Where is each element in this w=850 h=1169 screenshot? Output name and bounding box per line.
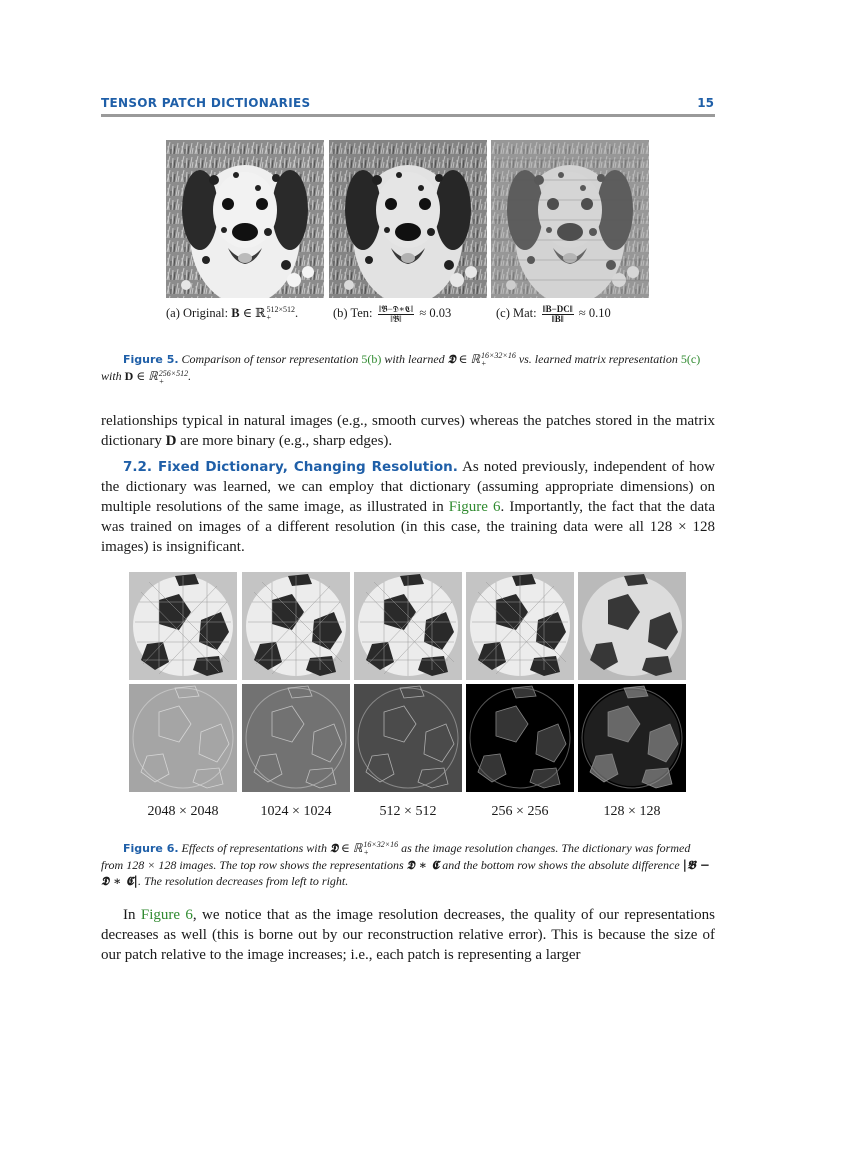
subcaption-a-end: . bbox=[295, 306, 299, 320]
figure6-caption-expr-1: 𝕯 ∗ 𝕮 bbox=[406, 858, 440, 873]
figure6-caption-sup-1: 16×32×16 bbox=[363, 840, 399, 850]
figure5-original-image bbox=[166, 140, 324, 298]
figure6-representation-256 bbox=[466, 572, 574, 680]
subcaption-a-symbol: B bbox=[231, 306, 240, 320]
figure5-caption-text-2: with learned bbox=[384, 352, 445, 366]
subcaption-b-value: ≈ 0.03 bbox=[419, 306, 452, 320]
header-rule bbox=[101, 114, 715, 117]
figure6-caption-sym-1: 𝕯 bbox=[329, 841, 338, 855]
figure6-caption-expr-2: |𝕭 − 𝕯 ∗ 𝕮| bbox=[101, 858, 710, 889]
figure5-caption-sub-1: + bbox=[481, 359, 487, 369]
figure5-label: Figure 5. bbox=[123, 353, 179, 366]
paragraph-continuation bbox=[101, 411, 715, 451]
figure5-caption-sub-2: + bbox=[158, 376, 165, 386]
figure5-caption-text-4: with bbox=[101, 369, 122, 384]
figure6-caption bbox=[101, 840, 715, 889]
figure6-caption-text-1: Effects of representations with bbox=[181, 841, 327, 855]
figure5-caption-set-2: ∈ ℝ bbox=[136, 369, 158, 384]
figure6-label: Figure 6. bbox=[123, 842, 179, 855]
subcaption-b-fraction bbox=[378, 305, 415, 324]
subcaption-a-prefix: (a) Original: bbox=[166, 306, 229, 320]
figure6-representation-128 bbox=[578, 572, 686, 680]
figure6-caption-supsub-1 bbox=[363, 841, 398, 857]
figure6-difference-1024 bbox=[242, 684, 350, 792]
figure6-difference-128 bbox=[578, 684, 686, 792]
final-paragraph bbox=[101, 905, 715, 965]
figure5-caption-sup-2: 256×512 bbox=[158, 368, 189, 378]
subcaption-c-prefix: (c) Mat: bbox=[496, 306, 537, 320]
subcaption-c-value: ≈ 0.10 bbox=[578, 306, 611, 320]
figure5-caption-supsub-2 bbox=[159, 370, 188, 386]
figure6-representation-2048 bbox=[129, 572, 237, 680]
figure5-tensor-image bbox=[329, 140, 487, 298]
subcaption-b bbox=[333, 304, 451, 324]
running-header: TENSOR PATCH DICTIONARIES bbox=[101, 96, 311, 110]
figure6-caption-sub-1: + bbox=[363, 848, 369, 858]
page-number: 15 bbox=[697, 96, 714, 110]
para2-text-2: . Importantly, the fact that the data was trained on images of a different resolution (in this case, the training data were all 128 × 128 images) is insignificant. bbox=[101, 499, 716, 555]
figure6-representation-1024 bbox=[242, 572, 350, 680]
subcaption-b-denominator: ‖𝕭‖ bbox=[390, 313, 402, 324]
subcaption-c-numerator: ‖B−DC‖ bbox=[542, 303, 573, 314]
section-7-2-paragraph bbox=[101, 457, 715, 557]
figure5-caption-supsub-1 bbox=[481, 352, 516, 368]
figure6-caption-set-1: ∈ ℝ bbox=[340, 841, 363, 855]
figure6-caption-text-4: . The resolution decreases from left to right. bbox=[137, 874, 349, 889]
subcaption-c-denominator: ‖B‖ bbox=[551, 313, 564, 324]
figure5-caption-set-1: ∈ ℝ bbox=[458, 352, 481, 366]
figure6-caption-text-2: as the image resolution changes. The dictionary was formed from 128 × 128 images. The top row shows the representations bbox=[101, 841, 691, 873]
figure6-difference-256 bbox=[466, 684, 574, 792]
subcaption-a-set: ∈ ℝ bbox=[242, 306, 266, 320]
resolution-label-1024: 1024 × 1024 bbox=[260, 804, 332, 819]
para3-text-1: In bbox=[123, 907, 136, 923]
resolution-label-512: 512 × 512 bbox=[379, 804, 437, 819]
figure5-caption-text-5: . bbox=[188, 369, 192, 384]
para1-text-2: are more binary (e.g., sharp edges). bbox=[180, 433, 393, 449]
figure5-ref-b[interactable]: 5(b) bbox=[361, 352, 382, 366]
resolution-label-256: 256 × 256 bbox=[491, 804, 549, 819]
para1-text-1: relationships typical in natural images (e.g., smooth curves) whereas the patches stored in the matrix dictionary bbox=[101, 413, 715, 449]
figure5-caption-text-1: Comparison of tensor representation bbox=[181, 352, 359, 366]
figure5-caption-sup-1: 16×32×16 bbox=[481, 351, 516, 361]
para3-text-2: , we notice that as the image resolution decreases, the quality of our representations decreases as well (this is borne out by our reconstruction relative error). This is because the size of our patch relative to the image increases; i.e., each patch is representing a larger bbox=[101, 907, 715, 963]
para1-symbol: D bbox=[165, 433, 177, 449]
figure6-representation-512 bbox=[354, 572, 462, 680]
figure5-ref-c[interactable]: 5(c) bbox=[680, 352, 701, 366]
figure5-caption-text-3: vs. learned matrix representation bbox=[518, 352, 678, 366]
figure6-difference-512 bbox=[354, 684, 462, 792]
subcaption-a bbox=[166, 304, 298, 322]
section-heading: 7.2. Fixed Dictionary, Changing Resolution. bbox=[123, 459, 458, 475]
resolution-label-2048: 2048 × 2048 bbox=[147, 804, 219, 819]
subcaption-a-sub: + bbox=[266, 313, 272, 323]
para2-figure6-link[interactable]: Figure 6 bbox=[448, 499, 501, 515]
subcaption-b-numerator: ‖𝕭−𝕯∗𝕮‖ bbox=[378, 303, 414, 314]
subcaption-a-supsub bbox=[266, 305, 299, 323]
figure6-difference-2048 bbox=[129, 684, 237, 792]
subcaption-c-fraction bbox=[542, 305, 574, 324]
figure5-caption bbox=[101, 351, 715, 386]
figure6-caption-text-3: and the bottom row shows the absolute difference bbox=[442, 858, 680, 873]
figure5-caption-sym-1: 𝕯 bbox=[447, 352, 456, 366]
subcaption-a-sup: 512×512 bbox=[266, 305, 296, 315]
para3-figure6-link[interactable]: Figure 6 bbox=[140, 907, 193, 923]
subcaption-b-prefix: (b) Ten: bbox=[333, 306, 373, 320]
resolution-label-128: 128 × 128 bbox=[603, 804, 661, 819]
figure5-matrix-image bbox=[491, 140, 649, 298]
para2-text-1: As noted previously, independent of how the dictionary was learned, we can employ that dictionary (assuming appropriate dimensions) on multiple resolutions of the same image, as illustrated in bbox=[101, 459, 715, 515]
subcaption-c bbox=[496, 304, 611, 324]
figure5-caption-sym-2: D bbox=[124, 369, 134, 384]
